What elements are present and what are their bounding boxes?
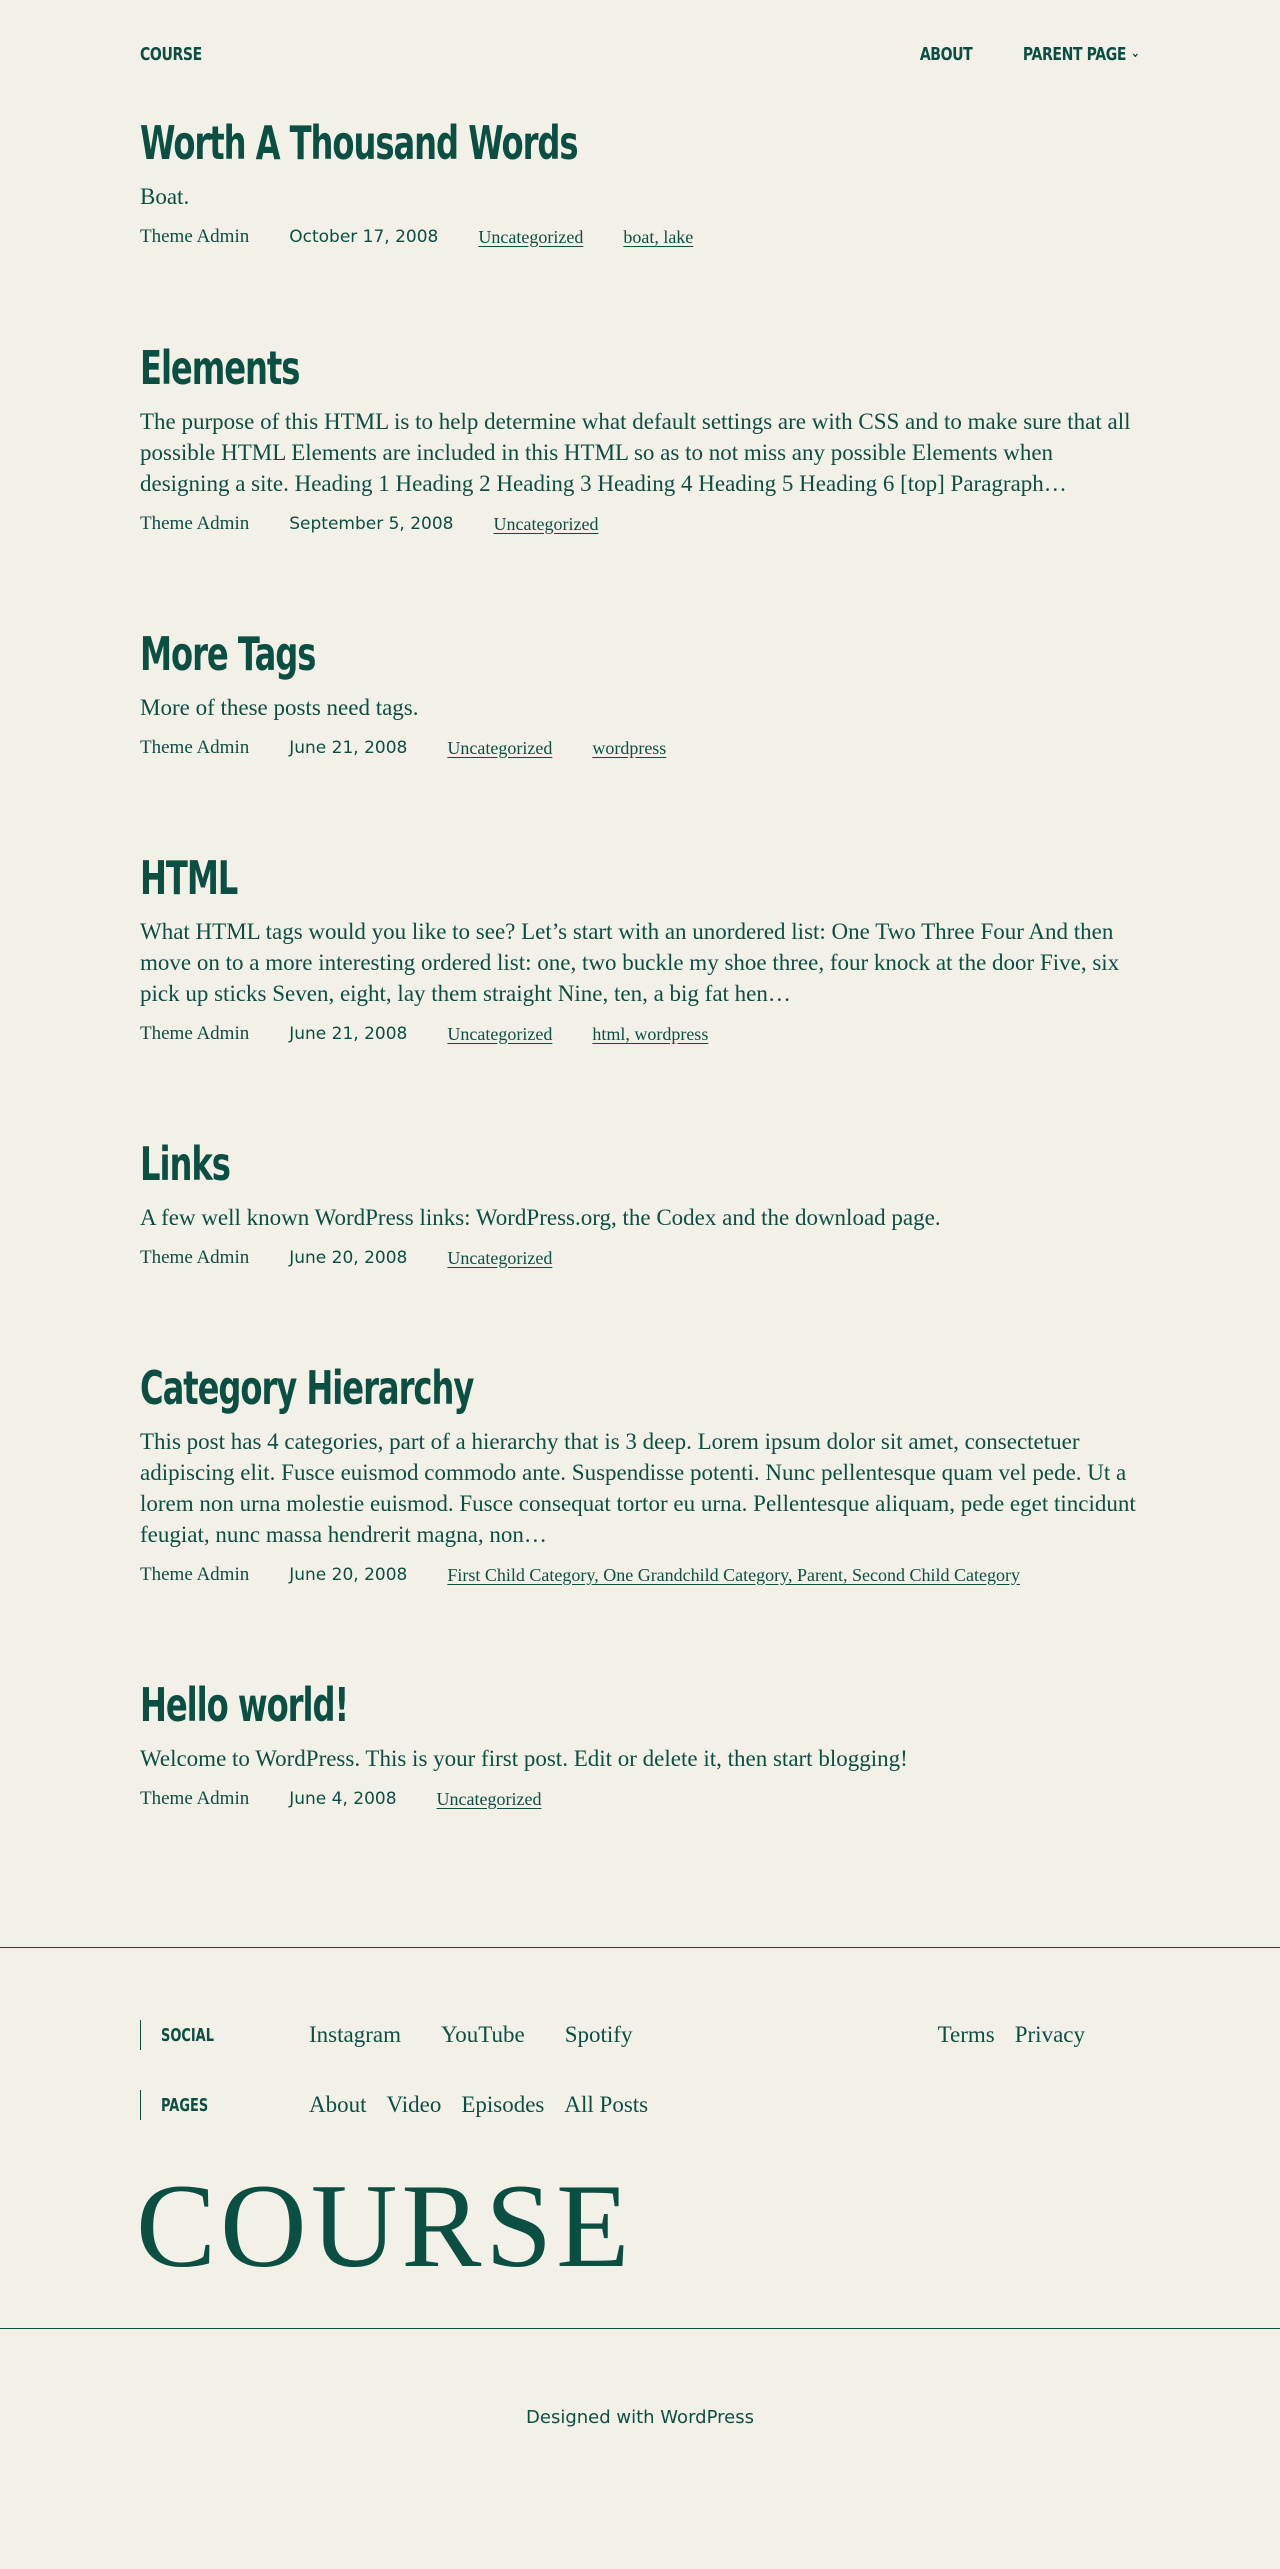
primary-nav (905, 44, 1140, 65)
post-date[interactable]: June 20, 2008 (289, 1565, 408, 1585)
post-excerpt: More of these posts need tags. (140, 695, 419, 720)
post-meta (140, 226, 1140, 248)
post-title[interactable]: HTML (140, 851, 238, 905)
footer-pages-label: PAGES (140, 2090, 227, 2120)
post-excerpt: What HTML tags would you like to see? Let’s start with an unordered list: One Two Three Four And then move on to a more interesting ordered list: one, two buckle my shoe three, four knock at the door Five, six pick up sticks Seven, eight, lay them straight Nine, ten, a big fat hen… (140, 919, 1120, 1006)
social-link-instagram[interactable]: Instagram (309, 2022, 401, 2047)
post-category-link[interactable]: Uncategorized (493, 513, 599, 534)
post-excerpt: Boat. (140, 184, 190, 209)
post-date[interactable]: June 21, 2008 (289, 1024, 408, 1044)
post-excerpt: This post has 4 categories, part of a hierarchy that is 3 deep. Lorem ipsum dolor sit amet, consectetuer adipiscing elit. Fusce euismod commodo ante. Suspendisse potenti. Nunc pellentesque quam vel pede. Ut a lorem non urna molestie euismod. Fusce consequat tortor eu urna. Pellentesque aliquam, pede eget tincidunt feugiat, nunc massa hendrerit magna, non… (140, 1429, 1136, 1547)
footer-social-row (140, 2008, 1140, 2078)
post-title[interactable]: Hello world! (140, 1678, 349, 1732)
post-author: Theme Admin (140, 1788, 250, 1809)
page-link-about[interactable]: About (309, 2092, 367, 2117)
footer-pages-row (140, 2078, 1140, 2148)
post-item (140, 340, 1140, 626)
post-author: Theme Admin (140, 737, 250, 758)
page-link-video[interactable]: Video (386, 2092, 442, 2117)
social-link-spotify[interactable]: Spotify (564, 2022, 633, 2047)
nav-item-parent-page[interactable] (1023, 44, 1140, 65)
post-date[interactable]: October 17, 2008 (289, 227, 439, 247)
post-category-link[interactable]: Uncategorized (447, 1023, 553, 1044)
post-author: Theme Admin (140, 513, 250, 534)
page-link-all-posts[interactable]: All Posts (564, 2092, 649, 2117)
post-category-link[interactable]: First Child Category, One Grandchild Category, Parent, Second Child Category (447, 1564, 1020, 1585)
post-list (140, 115, 1140, 1947)
post-meta (140, 1564, 1140, 1586)
post-category-link[interactable]: Uncategorized (447, 1247, 553, 1268)
post-author: Theme Admin (140, 1564, 250, 1585)
post-item (140, 850, 1140, 1136)
post-date[interactable]: September 5, 2008 (289, 514, 454, 534)
site-header (140, 0, 1140, 115)
footer-content (136, 1948, 1140, 2292)
post-item (140, 115, 1140, 340)
legal-links (938, 2020, 1085, 2050)
wordpress-credit-link[interactable]: Designed with WordPress (526, 2407, 754, 2428)
legal-link-terms[interactable]: Terms (937, 2022, 995, 2047)
post-excerpt: A few well known WordPress links: WordPress.org, the Codex and the download page. (140, 1205, 941, 1230)
post-tags-link[interactable]: boat, lake (623, 226, 694, 247)
post-title[interactable]: More Tags (140, 627, 316, 681)
post-date[interactable]: June 20, 2008 (289, 1248, 408, 1268)
post-meta (140, 1023, 1140, 1045)
post-category-link[interactable]: Uncategorized (478, 226, 584, 247)
post-item (140, 1136, 1140, 1360)
legal-link-privacy[interactable]: Privacy (1014, 2022, 1085, 2047)
social-link-youtube[interactable]: YouTube (440, 2022, 525, 2047)
post-meta (140, 737, 1140, 759)
site-footer (0, 1947, 1280, 2428)
footer-social-label: SOCIAL (140, 2020, 235, 2050)
post-date[interactable]: June 21, 2008 (289, 738, 408, 758)
post-title[interactable]: Links (140, 1137, 230, 1191)
footer-credit (0, 2329, 1280, 2428)
post-meta (140, 513, 1140, 535)
social-links (309, 2020, 632, 2050)
post-excerpt: The purpose of this HTML is to help determine what default settings are with CSS and to make sure that all possible HTML Elements are included in this HTML so as to not miss any possible Elements when designing a site. Heading 1 Heading 2 Heading 3 Heading 4 Heading 5 Heading 6 [top] Paragraph… (140, 409, 1131, 496)
post-author: Theme Admin (140, 226, 250, 247)
post-date[interactable]: June 4, 2008 (289, 1789, 397, 1809)
post-item (140, 1360, 1140, 1677)
post-title[interactable]: Category Hierarchy (140, 1361, 474, 1415)
pages-links (309, 2090, 648, 2120)
site-title-link[interactable]: COURSE (140, 44, 202, 65)
post-item (140, 626, 1140, 850)
post-excerpt: Welcome to WordPress. This is your first post. Edit or delete it, then start blogging! (140, 1746, 908, 1771)
post-title[interactable]: Worth A Thousand Words (140, 116, 578, 170)
nav-item-label: ABOUT (919, 44, 973, 65)
post-tags-link[interactable]: html, wordpress (592, 1023, 709, 1044)
post-category-link[interactable]: Uncategorized (436, 1788, 542, 1809)
nav-item-about[interactable] (920, 44, 973, 65)
chevron-down-icon[interactable]: ⌄ (1131, 44, 1140, 61)
post-meta (140, 1788, 1140, 1810)
post-tags-link[interactable]: wordpress (592, 737, 667, 758)
post-item (140, 1677, 1140, 1947)
post-meta (140, 1247, 1140, 1269)
footer-brand: COURSE (136, 2159, 634, 2292)
page-link-episodes[interactable]: Episodes (461, 2092, 545, 2117)
post-author: Theme Admin (140, 1023, 250, 1044)
post-title[interactable]: Elements (140, 341, 300, 395)
post-author: Theme Admin (140, 1247, 250, 1268)
nav-item-label: PARENT PAGE (1023, 44, 1127, 65)
post-category-link[interactable]: Uncategorized (447, 737, 553, 758)
